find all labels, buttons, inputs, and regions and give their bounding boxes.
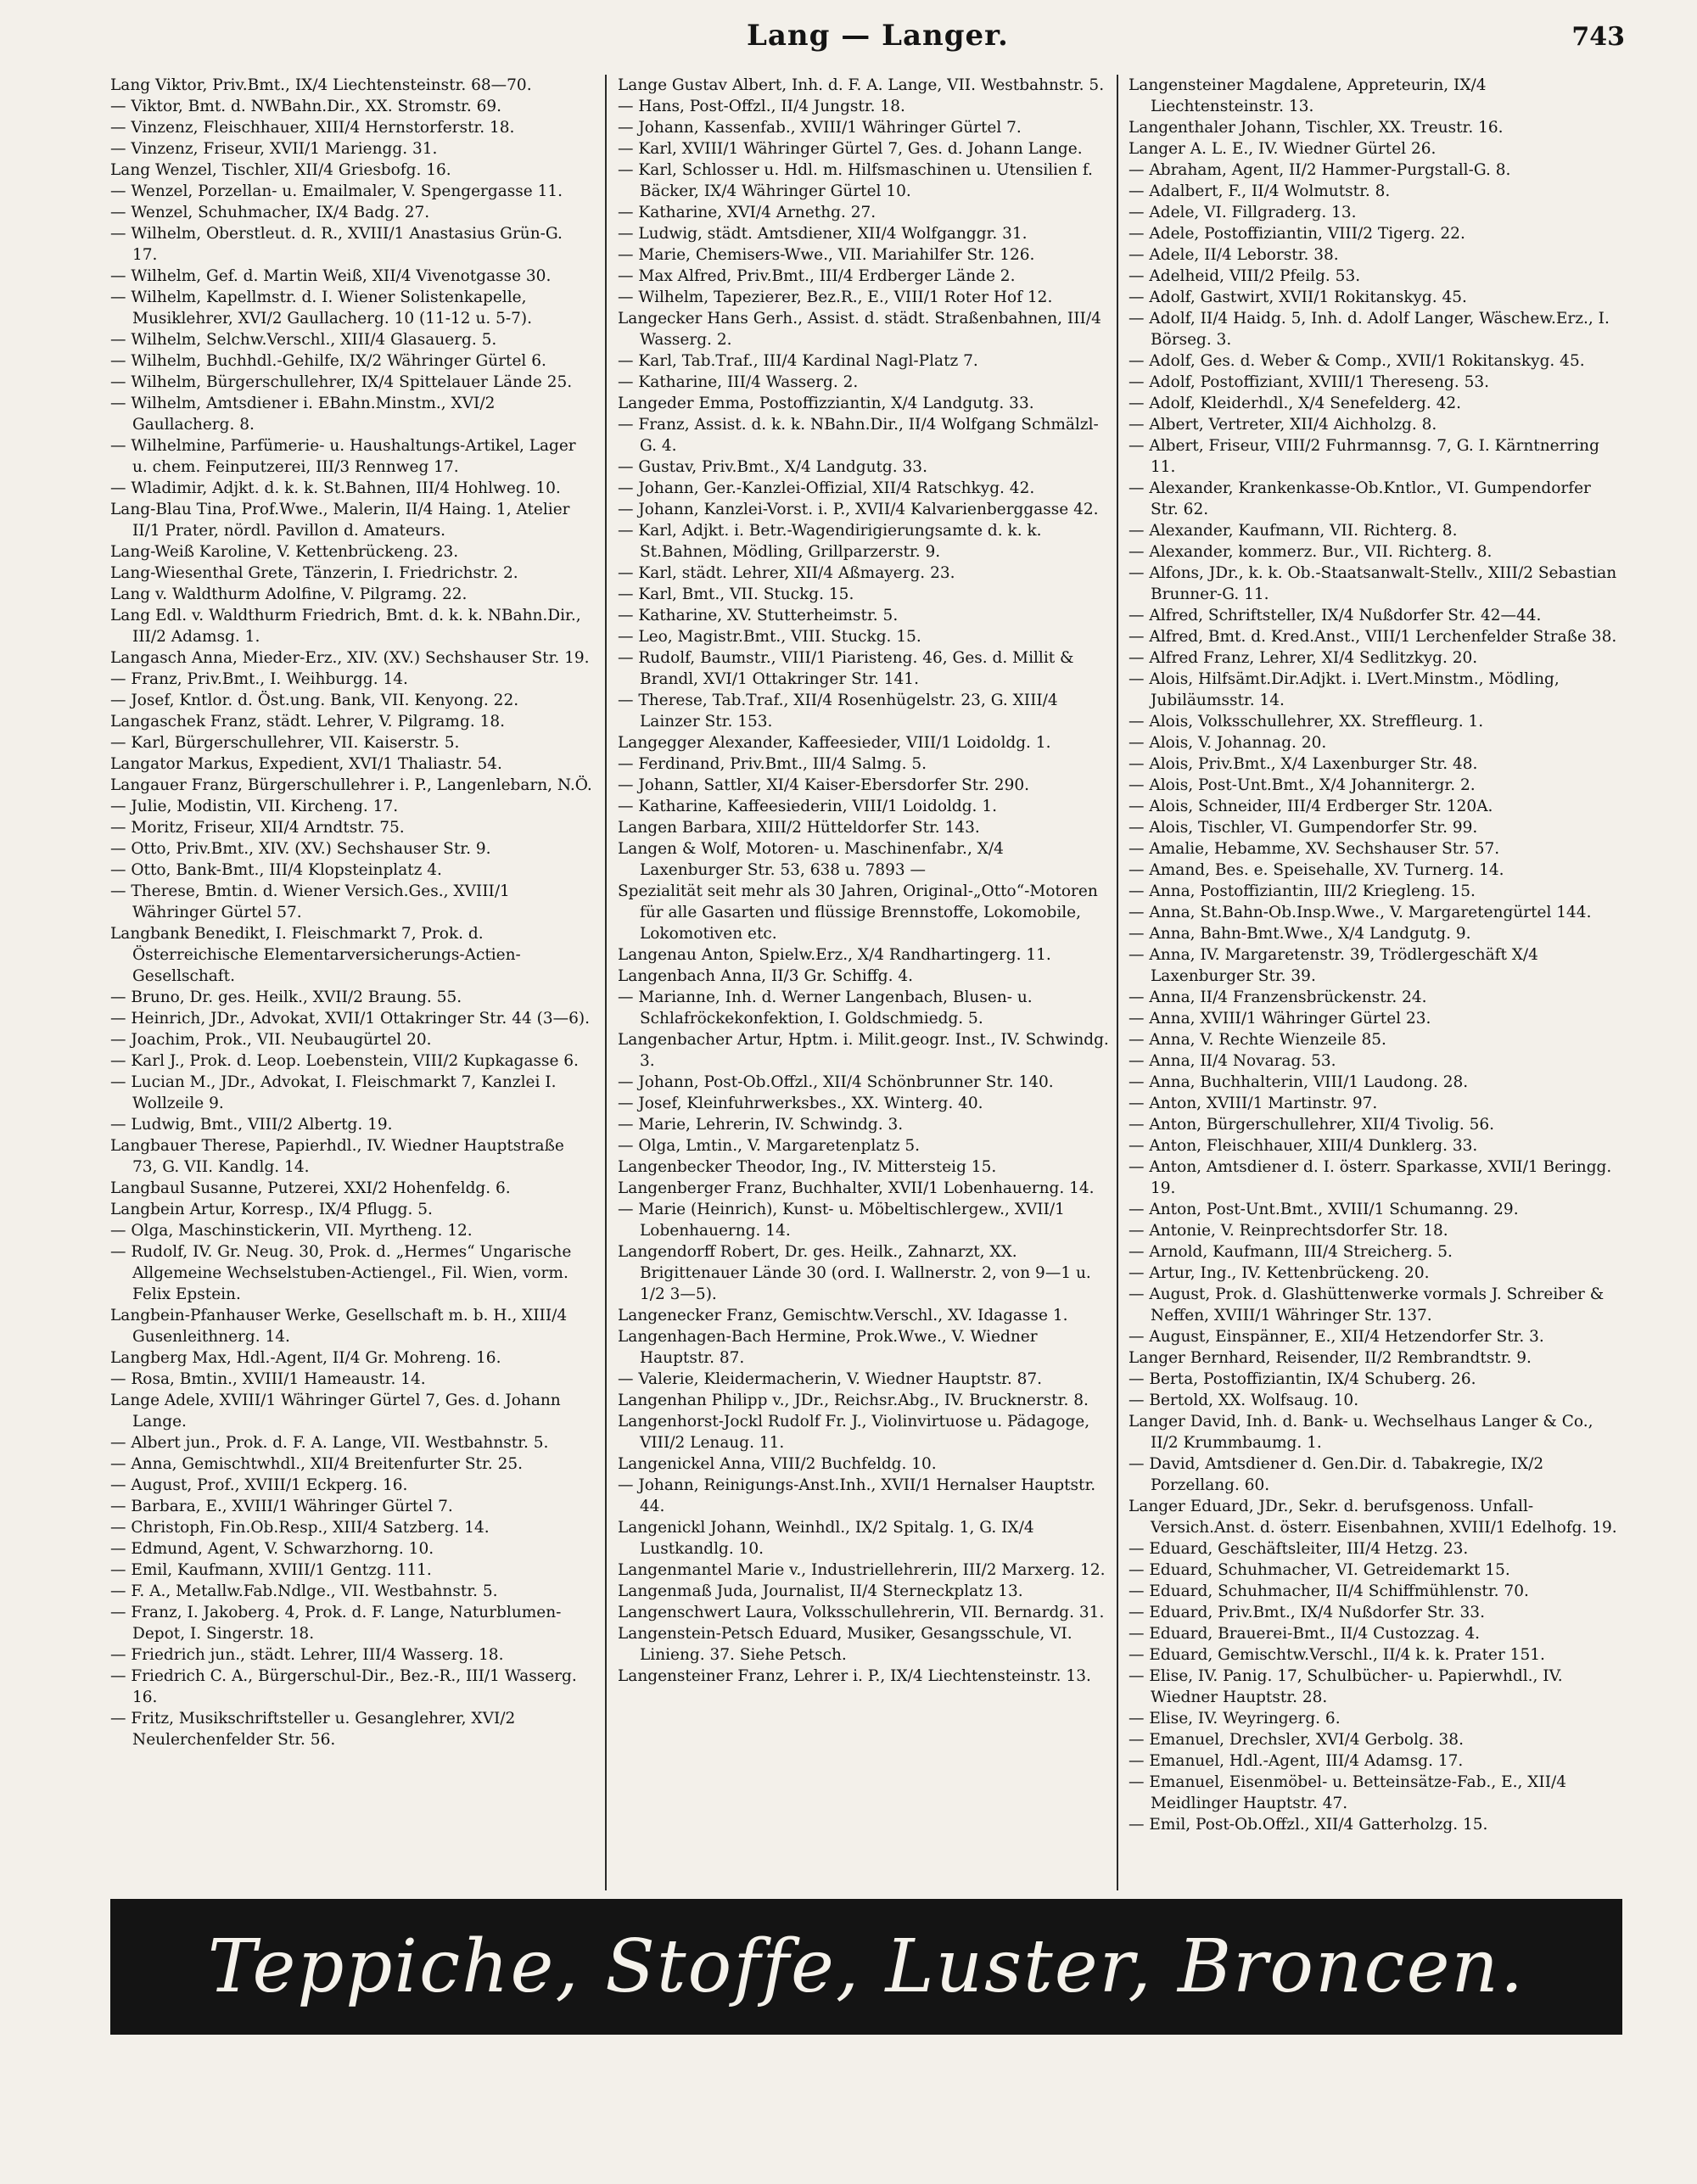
directory-entry: Langator Markus, Expedient, XVI/1 Thaliastr. 54. [110,755,502,773]
directory-entry: — Johann, Sattler, XI/4 Kaiser-Ebersdorfer Str. 290. [618,776,1029,794]
directory-entry: Lang Viktor, Priv.Bmt., IX/4 Liechtensteinstr. 68—70. [110,76,532,94]
directory-entry: — Franz, Priv.Bmt., I. Weihburgg. 14. [110,670,408,688]
page-number: 743 [1571,22,1625,52]
directory-entry: Langer David, Inh. d. Bank- u. Wechselhaus Langer & Co., II/2 Krummbaumg. 1. [1129,1413,1593,1452]
directory-entry: — Moritz, Friseur, XII/4 Arndtstr. 75. [110,819,405,837]
directory-entry: Langenbach Anna, II/3 Gr. Schiffg. 4. [618,967,914,985]
directory-entry: — Alexander, kommerz. Bur., VII. Richterg. 8. [1129,543,1493,561]
column-2 [618,75,1110,1886]
directory-entry: — Anton, Fleischhauer, XIII/4 Dunklerg. 33. [1129,1137,1478,1155]
directory-entry: — Albert, Friseur, VIII/2 Fuhrmannsg. 7, G. I. Kärntnerring 11. [1129,437,1599,476]
directory-entry: — Joachim, Prok., VII. Neubaugürtel 20. [110,1031,432,1049]
directory-entry: — Anna, Bahn-Bmt.Wwe., X/4 Landgutg. 9. [1129,925,1471,943]
directory-entry: — Adele, II/4 Leborstr. 38. [1129,246,1339,264]
directory-entry: Langenecker Franz, Gemischtw.Verschl., XV. Idagasse 1. [618,1307,1068,1324]
directory-entry: — Adele, Postoffiziantin, VIII/2 Tigerg. 22. [1129,225,1465,243]
directory-entry: — Wilhelm, Kapellmstr. d. I. Wiener Solistenkapelle, Musiklehrer, XVI/2 Gaullacherg. 10 (11-12 u. 5-7). [110,288,533,328]
directory-entry: — Gustav, Priv.Bmt., X/4 Landgutg. 33. [618,458,927,476]
directory-entry: — Vinzenz, Fleischhauer, XIII/4 Hernstorferstr. 18. [110,119,515,137]
directory-entry: Langbauer Therese, Papierhdl., IV. Wiedner Hauptstraße 73, G. VII. Kandlg. 14. [110,1137,564,1176]
directory-entry: — August, Prof., XVIII/1 Eckperg. 16. [110,1476,408,1494]
directory-entry: — Eduard, Schuhmacher, VI. Getreidemarkt 15. [1129,1561,1510,1579]
directory-entry: — Johann, Kassenfab., XVIII/1 Währinger Gürtel 7. [618,119,1022,137]
directory-entry: Langecker Hans Gerh., Assist. d. städt. Straßenbahnen, III/4 Wasserg. 2. [618,310,1101,349]
directory-entry: — Alfred, Schriftsteller, IX/4 Nußdorfer Str. 42—44. [1129,607,1542,624]
directory-entry: — Eduard, Geschäftsleiter, III/4 Hetzg. 23. [1129,1540,1469,1558]
advertisement-banner: Teppiche, Stoffe, Luster, Broncen. [110,1899,1622,2035]
directory-entry: — Franz, Assist. d. k. k. NBahn.Dir., II/4 Wolfgang Schmälzl-G. 4. [618,416,1099,455]
directory-entry: — Ferdinand, Priv.Bmt., III/4 Salmg. 5. [618,755,927,773]
directory-entry: — Marie, Chemisers-Wwe., VII. Mariahilfer Str. 126. [618,246,1035,264]
directory-entry: Lange Adele, XVIII/1 Währinger Gürtel 7, Ges. d. Johann Lange. [110,1392,561,1431]
directory-entry: — Marie, Lehrerin, IV. Schwindg. 3. [618,1116,904,1134]
directory-entry: — Albert jun., Prok. d. F. A. Lange, VII. Westbahnstr. 5. [110,1434,549,1452]
directory-entry: — Emanuel, Drechsler, XVI/4 Gerbolg. 38. [1129,1731,1464,1749]
directory-entry: — David, Amtsdiener d. Gen.Dir. d. Tabakregie, IX/2 Porzellang. 60. [1129,1455,1544,1494]
directory-entry: — Otto, Bank-Bmt., III/4 Klopsteinplatz 4. [110,861,442,879]
directory-entry: — Olga, Maschinstickerin, VII. Myrtheng. 12. [110,1222,473,1240]
directory-entry: — Karl, Schlosser u. Hdl. m. Hilfsmaschinen u. Utensilien f. Bäcker, IX/4 Währinger Gürtel 10. [618,161,1093,200]
directory-entry: Langbank Benedikt, I. Fleischmarkt 7, Prok. d. Österreichische Elementarversicherungs-Actien-Gesellschaft. [110,925,521,985]
directory-entry: Langenhan Philipp v., JDr., Reichsr.Abg., IV. Brucknerstr. 8. [618,1392,1089,1409]
directory-entry: — Anna, V. Rechte Wienzeile 85. [1129,1031,1386,1049]
directory-entry: Langer A. L. E., IV. Wiedner Gürtel 26. [1129,140,1437,158]
directory-entry: Langenbecker Theodor, Ing., IV. Mittersteig 15. [618,1158,997,1176]
directory-entry: Langenhorst-Jockl Rudolf Fr. J., Violinvirtuose u. Pädagoge, VIII/2 Lenaug. 11. [618,1413,1090,1452]
directory-entry: — Franz, I. Jakoberg. 4, Prok. d. F. Lange, Naturblumen-Depot, I. Singerstr. 18. [110,1604,562,1643]
directory-entry: — Adolf, Kleiderhdl., X/4 Senefelderg. 42. [1129,395,1462,412]
directory-entry: — Leo, Magistr.Bmt., VIII. Stuckg. 15. [618,628,921,646]
directory-entry: — Adolf, Postoffiziant, XVIII/1 Thereseng. 53. [1129,373,1490,391]
directory-entry: — Valerie, Kleidermacherin, V. Wiedner Hauptstr. 87. [618,1370,1043,1388]
directory-entry: — August, Einspänner, E., XII/4 Hetzendorfer Str. 3. [1129,1328,1544,1346]
directory-entry: — Karl, Adjkt. i. Betr.-Wagendirigierungsamte d. k. k. St.Bahnen, Mödling, Grillparzerstr. 9. [618,522,1042,561]
directory-entry: Langauer Franz, Bürgerschullehrer i. P., Langenlebarn, N.Ö. [110,776,592,794]
column-1 [110,75,592,1886]
directory-entry: — Adalbert, F., II/4 Wolmutstr. 8. [1129,182,1391,200]
directory-entry: — Karl, Bürgerschullehrer, VII. Kaiserstr. 5. [110,734,460,752]
directory-entry: — Karl, Tab.Traf., III/4 Kardinal Nagl-Platz 7. [618,352,978,370]
directory-entry: Langenschwert Laura, Volksschullehrerin, VII. Bernardg. 31. [618,1604,1105,1621]
directory-entry: — Adolf, Ges. d. Weber & Comp., XVII/1 Rokitanskyg. 45. [1129,352,1585,370]
directory-entry: Langer Bernhard, Reisender, II/2 Rembrandtstr. 9. [1129,1349,1532,1367]
directory-entry: Spezialität seit mehr als 30 Jahren, Original-„Otto“-Motoren für alle Gasarten und flüssige Brennstoffe, Lokomobile, Lokomotiven etc. [618,882,1098,943]
directory-entry: — Anna, II/4 Franzensbrückenstr. 24. [1129,988,1427,1006]
directory-entry: Langeder Emma, Postoffizziantin, X/4 Landgutg. 33. [618,395,1034,412]
directory-entry: Langbein Artur, Korresp., IX/4 Pflugg. 5. [110,1201,433,1218]
directory-entry: — Emanuel, Hdl.-Agent, III/4 Adamsg. 17. [1129,1752,1464,1770]
directory-entry: — Wenzel, Schuhmacher, IX/4 Badg. 27. [110,204,430,221]
directory-entry: — Viktor, Bmt. d. NWBahn.Dir., XX. Stromstr. 69. [110,98,502,115]
directory-entry: — Anna, Postoffiziantin, III/2 Kriegleng. 15. [1129,882,1476,900]
directory-entry: — Emanuel, Eisenmöbel- u. Betteinsätze-Fab., E., XII/4 Meidlinger Hauptstr. 47. [1129,1773,1567,1812]
directory-entry: Lang-Wiesenthal Grete, Tänzerin, I. Friedrichstr. 2. [110,564,518,582]
directory-entry: — Wenzel, Porzellan- u. Emailmaler, V. Spengergasse 11. [110,182,563,200]
directory-entry: — Berta, Postoffiziantin, IX/4 Schuberg. 26. [1129,1370,1476,1388]
directory-entry: — Ludwig, Bmt., VIII/2 Albertg. 19. [110,1116,393,1134]
directory-entry: Lang-Blau Tina, Prof.Wwe., Malerin, II/4 Haing. 1, Atelier II/1 Prater, nördl. Pavillon d. Amateurs. [110,501,570,540]
directory-entry: — Josef, Kntlor. d. Öst.ung. Bank, VII. Kenyong. 22. [110,692,519,709]
directory-entry: Langensteiner Magdalene, Appreteurin, IX/4 Liechtensteinstr. 13. [1129,76,1487,115]
directory-entry: — Vinzenz, Friseur, XVII/1 Mariengg. 31. [110,140,438,158]
column-divider [1117,75,1118,1890]
directory-entry: Langberg Max, Hdl.-Agent, II/4 Gr. Mohreng. 16. [110,1349,501,1367]
directory-entry: — Elise, IV. Panig. 17, Schulbücher- u. Papierwhdl., IV. Wiedner Hauptstr. 28. [1129,1667,1563,1706]
directory-entry: — Anna, XVIII/1 Währinger Gürtel 23. [1129,1010,1431,1028]
directory-entry: — Marie (Heinrich), Kunst- u. Möbeltischlergew., XVII/1 Lobenhauerng. 14. [618,1201,1065,1240]
directory-entry: Langenau Anton, Spielw.Erz., X/4 Randhartingerg. 11. [618,946,1051,964]
directory-entry: — Wladimir, Adjkt. d. k. k. St.Bahnen, III/4 Hohlweg. 10. [110,479,561,497]
directory-entry: Langen Barbara, XIII/2 Hütteldorfer Str. 143. [618,819,980,837]
directory-entry: Langbaul Susanne, Putzerei, XXI/2 Hohenfeldg. 6. [110,1179,511,1197]
directory-entry: — Johann, Reinigungs-Anst.Inh., XVII/1 Hernalser Hauptstr. 44. [618,1476,1096,1515]
directory-entry: — Alfred Franz, Lehrer, XI/4 Sedlitzkyg. 20. [1129,649,1478,667]
directory-entry: — Max Alfred, Priv.Bmt., III/4 Erdberger Lände 2. [618,267,1016,285]
directory-entry: — Therese, Tab.Traf., XII/4 Rosenhügelstr. 23, G. XIII/4 Lainzer Str. 153. [618,692,1058,731]
directory-entry: Langbein-Pfanhauser Werke, Gesellschaft m. b. H., XIII/4 Gusenleithnerg. 14. [110,1307,568,1346]
directory-entry: — Wilhelmine, Parfümerie- u. Haushaltungs-Artikel, Lager u. chem. Feinputzerei, III/3 Rennweg 17. [110,437,576,476]
directory-entry: Lang Wenzel, Tischler, XII/4 Griesbofg. 16. [110,161,451,179]
directory-entry: — Karl, städt. Lehrer, XII/4 Aßmayerg. 23. [618,564,955,582]
directory-entry: — Alfons, JDr., k. k. Ob.-Staatsanwalt-Stellv., XIII/2 Sebastian Brunner-G. 11. [1129,564,1617,603]
directory-entry: — Therese, Bmtin. d. Wiener Versich.Ges., XVIII/1 Währinger Gürtel 57. [110,882,510,921]
directory-entry: — Adolf, Gastwirt, XVII/1 Rokitanskyg. 45. [1129,288,1467,306]
directory-entry: Langenbacher Artur, Hptm. i. Milit.geogr. Inst., IV. Schwindg. 3. [618,1031,1109,1070]
directory-entry: Lang Edl. v. Waldthurm Friedrich, Bmt. d. k. k. NBahn.Dir., III/2 Adamsg. 1. [110,607,581,646]
directory-entry: — Artur, Ing., IV. Kettenbrückeng. 20. [1129,1264,1430,1282]
directory-entry: — Eduard, Brauerei-Bmt., II/4 Custozzag. 4. [1129,1625,1481,1643]
directory-entry: — Anna, IV. Margaretenstr. 39, Trödlergeschäft X/4 Laxenburger Str. 39. [1129,946,1538,985]
directory-entry: — Ludwig, städt. Amtsdiener, XII/4 Wolfganggr. 31. [618,225,1028,243]
directory-entry: — Katharine, XV. Stutterheimstr. 5. [618,607,899,624]
directory-entry: — Eduard, Priv.Bmt., IX/4 Nußdorfer Str. 33. [1129,1604,1485,1621]
directory-entry: — August, Prok. d. Glashüttenwerke vormals J. Schreiber & Neffen, XVIII/1 Währinger Str. 137. [1129,1285,1605,1324]
directory-entry: — Amalie, Hebamme, XV. Sechshauser Str. 57. [1129,840,1500,858]
directory-entry: — Rudolf, Baumstr., VIII/1 Piaristeng. 46, Ges. d. Millit & Brandl, XVI/1 Ottakringer Str. 141. [618,649,1074,688]
directory-entry: — Johann, Post-Ob.Offzl., XII/4 Schönbrunner Str. 140. [618,1073,1054,1091]
directory-entry: — Johann, Ger.-Kanzlei-Offizial, XII/4 Ratschkyg. 42. [618,479,1035,497]
directory-entry: — Wilhelm, Oberstleut. d. R., XVIII/1 Anastasius Grün-G. 17. [110,225,563,264]
directory-entry: — Eduard, Gemischtw.Verschl., II/4 k. k. Prater 151. [1129,1646,1545,1664]
directory-entry: — Abraham, Agent, II/2 Hammer-Purgstall-G. 8. [1129,161,1511,179]
directory-entry: — Emil, Kaufmann, XVIII/1 Gentzg. 111. [110,1561,432,1579]
directory-entry: Lange Gustav Albert, Inh. d. F. A. Lange, VII. Westbahnstr. 5. [618,76,1105,94]
directory-entry: — Hans, Post-Offzl., II/4 Jungstr. 18. [618,98,905,115]
directory-entry: Langendorff Robert, Dr. ges. Heilk., Zahnarzt, XX. Brigittenauer Lände 30 (ord. I. Wallnerstr. 2, von 9—1 u. 1/2 3—5). [618,1243,1091,1303]
directory-entry: — Rosa, Bmtin., XVIII/1 Hameaustr. 14. [110,1370,426,1388]
directory-entry: — Karl, Bmt., VII. Stuckg. 15. [618,585,854,603]
directory-entry: — Emil, Post-Ob.Offzl., XII/4 Gatterholzg. 15. [1129,1816,1488,1834]
directory-entry: — Otto, Priv.Bmt., XIV. (XV.) Sechshauser Str. 9. [110,840,491,858]
directory-entry: — Edmund, Agent, V. Schwarzhorng. 10. [110,1540,434,1558]
directory-entry: — Arnold, Kaufmann, III/4 Streicherg. 5. [1129,1243,1453,1261]
directory-entry: Langenhagen-Bach Hermine, Prok.Wwe., V. Wiedner Hauptstr. 87. [618,1328,1038,1367]
directory-entry: — Katharine, III/4 Wasserg. 2. [618,373,859,391]
column-3 [1129,75,1621,1886]
directory-entry: — Bertold, XX. Wolfsaug. 10. [1129,1392,1359,1409]
directory-entry: — Christoph, Fin.Ob.Resp., XIII/4 Satzberg. 14. [110,1519,490,1537]
directory-entry: Langaschek Franz, städt. Lehrer, V. Pilgramg. 18. [110,713,506,731]
directory-entry: — Adelheid, VIII/2 Pfeilg. 53. [1129,267,1361,285]
directory-entry: — Fritz, Musikschriftsteller u. Gesanglehrer, XVI/2 Neulerchenfelder Str. 56. [110,1710,516,1749]
directory-entry: Lang-Weiß Karoline, V. Kettenbrückeng. 23. [110,543,459,561]
directory-entry: — Rudolf, IV. Gr. Neug. 30, Prok. d. „Hermes“ Ungarische Allgemeine Wechselstuben-Actiengel., Fil. Wien, vorm. Felix Epstein. [110,1243,572,1303]
directory-entry: Langen & Wolf, Motoren- u. Maschinenfabr., X/4 Laxenburger Str. 53, 638 u. 7893 — [618,840,1004,879]
directory-entry: Langenickel Anna, VIII/2 Buchfeldg. 10. [618,1455,937,1473]
directory-entry: — Marianne, Inh. d. Werner Langenbach, Blusen- u. Schlafröckekonfektion, I. Goldschmiedg. 5. [618,988,1033,1028]
directory-entry: — Alois, V. Johannag. 20. [1129,734,1327,752]
directory-entry: Lang v. Waldthurm Adolfine, V. Pilgramg. 22. [110,585,468,603]
directory-entry: Langenthaler Johann, Tischler, XX. Treustr. 16. [1129,119,1504,137]
directory-entry: — Wilhelm, Buchhdl.-Gehilfe, IX/2 Währinger Gürtel 6. [110,352,546,370]
directory-entry: — Anton, XVIII/1 Martinstr. 97. [1129,1095,1378,1112]
directory-entry: — Anton, Post-Unt.Bmt., XVIII/1 Schumanng. 29. [1129,1201,1519,1218]
directory-entry: — Friedrich jun., städt. Lehrer, III/4 Wasserg. 18. [110,1646,504,1664]
directory-entry: — Friedrich C. A., Bürgerschul-Dir., Bez.-R., III/1 Wasserg. 16. [110,1667,577,1706]
directory-entry: — Eduard, Schuhmacher, II/4 Schiffmühlenstr. 70. [1129,1582,1529,1600]
directory-entry: — Karl, XVIII/1 Währinger Gürtel 7, Ges. d. Johann Lange. [618,140,1083,158]
directory-entry: — Johann, Kanzlei-Vorst. i. P., XVII/4 Kalvarienberggasse 42. [618,501,1099,518]
directory-entry: — Heinrich, JDr., Advokat, XVII/1 Ottakringer Str. 44 (3—6). [110,1010,590,1028]
directory-entry: — Katharine, XVI/4 Arnethg. 27. [618,204,877,221]
directory-entry: Langensteiner Franz, Lehrer i. P., IX/4 Liechtensteinstr. 13. [618,1667,1091,1685]
directory-entry: — Alois, Hilfsämt.Dir.Adjkt. i. LVert.Minstm., Mödling, Jubiläumsstr. 14. [1129,670,1560,709]
directory-entry: Langegger Alexander, Kaffeesieder, VIII/1 Loidoldg. 1. [618,734,1051,752]
directory-entry: — Wilhelm, Gef. d. Martin Weiß, XII/4 Vivenotgasse 30. [110,267,552,285]
directory-entry: Langenstein-Petsch Eduard, Musiker, Gesangsschule, VI. Linieng. 37. Siehe Petsch. [618,1625,1073,1664]
directory-entry: Langenberger Franz, Buchhalter, XVII/1 Lobenhauerng. 14. [618,1179,1095,1197]
directory-entry: — Amand, Bes. e. Speisehalle, XV. Turnerg. 14. [1129,861,1504,879]
directory-entry: — Barbara, E., XVIII/1 Währinger Gürtel 7. [110,1498,453,1515]
directory-entry: Langer Eduard, JDr., Sekr. d. berufsgenoss. Unfall-Versich.Anst. d. österr. Eisenbahnen, XVIII/1 Edelhofg. 19. [1129,1498,1617,1537]
directory-entry: — Alois, Tischler, VI. Gumpendorfer Str. 99. [1129,819,1478,837]
directory-entry: Langenmaß Juda, Journalist, II/4 Sterneckplatz 13. [618,1582,1023,1600]
directory-entry: — Wilhelm, Selchw.Verschl., XIII/4 Glasauerg. 5. [110,331,497,349]
column-divider [605,75,607,1890]
directory-entry: — Alfred, Bmt. d. Kred.Anst., VIII/1 Lerchenfelder Straße 38. [1129,628,1617,646]
directory-entry: — Adele, VI. Fillgraderg. 13. [1129,204,1357,221]
directory-entry: — Alois, Priv.Bmt., X/4 Laxenburger Str. 48. [1129,755,1478,773]
directory-entry: — Adolf, II/4 Haidg. 5, Inh. d. Adolf Langer, Wäschew.Erz., I. Börseg. 3. [1129,310,1610,349]
directory-entry: — Antonie, V. Reinprechtsdorfer Str. 18. [1129,1222,1448,1240]
directory-entry: — Anna, St.Bahn-Ob.Insp.Wwe., V. Margaretengürtel 144. [1129,904,1592,921]
directory-entry: — Anna, Gemischtwhdl., XII/4 Breitenfurter Str. 25. [110,1455,523,1473]
directory-entry: — Lucian M., JDr., Advokat, I. Fleischmarkt 7, Kanzlei I. Wollzeile 9. [110,1073,557,1112]
directory-entry: — Wilhelm, Amtsdiener i. EBahn.Minstm., XVI/2 Gaullacherg. 8. [110,395,496,434]
directory-entry: — Anton, Amtsdiener d. I. österr. Sparkasse, XVII/1 Beringg. 19. [1129,1158,1612,1197]
directory-entry: — Wilhelm, Bürgerschullehrer, IX/4 Spittelauer Lände 25. [110,373,573,391]
page-heading: Lang — Langer. [747,19,1009,53]
directory-entry: — Karl J., Prok. d. Leop. Loebenstein, VIII/2 Kupkagasse 6. [110,1052,579,1070]
directory-entry: — Anna, II/4 Novarag. 53. [1129,1052,1336,1070]
directory-entry: — Alois, Schneider, III/4 Erdberger Str. 120A. [1129,798,1493,815]
directory-entry: — Bruno, Dr. ges. Heilk., XVII/2 Braung. 55. [110,988,462,1006]
directory-entry: Langenmantel Marie v., Industriellehrerin, III/2 Marxerg. 12. [618,1561,1106,1579]
directory-entry: — Alexander, Kaufmann, VII. Richterg. 8. [1129,522,1458,540]
directory-entry: — Alois, Volksschullehrer, XX. Streffleurg. 1. [1129,713,1484,731]
directory-entry: Langenickl Johann, Weinhdl., IX/2 Spitalg. 1, G. IX/4 Lustkandlg. 10. [618,1519,1034,1558]
directory-entry: — Alexander, Krankenkasse-Ob.Kntlor., VI. Gumpendorfer Str. 62. [1129,479,1591,518]
directory-entry: — F. A., Metallw.Fab.Ndlge., VII. Westbahnstr. 5. [110,1582,498,1600]
directory-entry: — Josef, Kleinfuhrwerksbes., XX. Winterg. 40. [618,1095,983,1112]
directory-entry: — Wilhelm, Tapezierer, Bez.R., E., VIII/1 Roter Hof 12. [618,288,1053,306]
directory-entry: Langasch Anna, Mieder-Erz., XIV. (XV.) Sechshauser Str. 19. [110,649,590,667]
directory-entry: — Albert, Vertreter, XII/4 Aichholzg. 8. [1129,416,1437,434]
directory-entry: — Anna, Buchhalterin, VIII/1 Laudong. 28. [1129,1073,1469,1091]
directory-entry: — Katharine, Kaffeesiederin, VIII/1 Loidoldg. 1. [618,798,997,815]
directory-entry: — Julie, Modistin, VII. Kircheng. 17. [110,798,399,815]
directory-entry: — Olga, Lmtin., V. Margaretenplatz 5. [618,1137,920,1155]
directory-entry: — Elise, IV. Weyringerg. 6. [1129,1710,1341,1728]
directory-entry: — Alois, Post-Unt.Bmt., X/4 Johannitergr. 2. [1129,776,1476,794]
directory-entry: — Anton, Bürgerschullehrer, XII/4 Tivolig. 56. [1129,1116,1495,1134]
